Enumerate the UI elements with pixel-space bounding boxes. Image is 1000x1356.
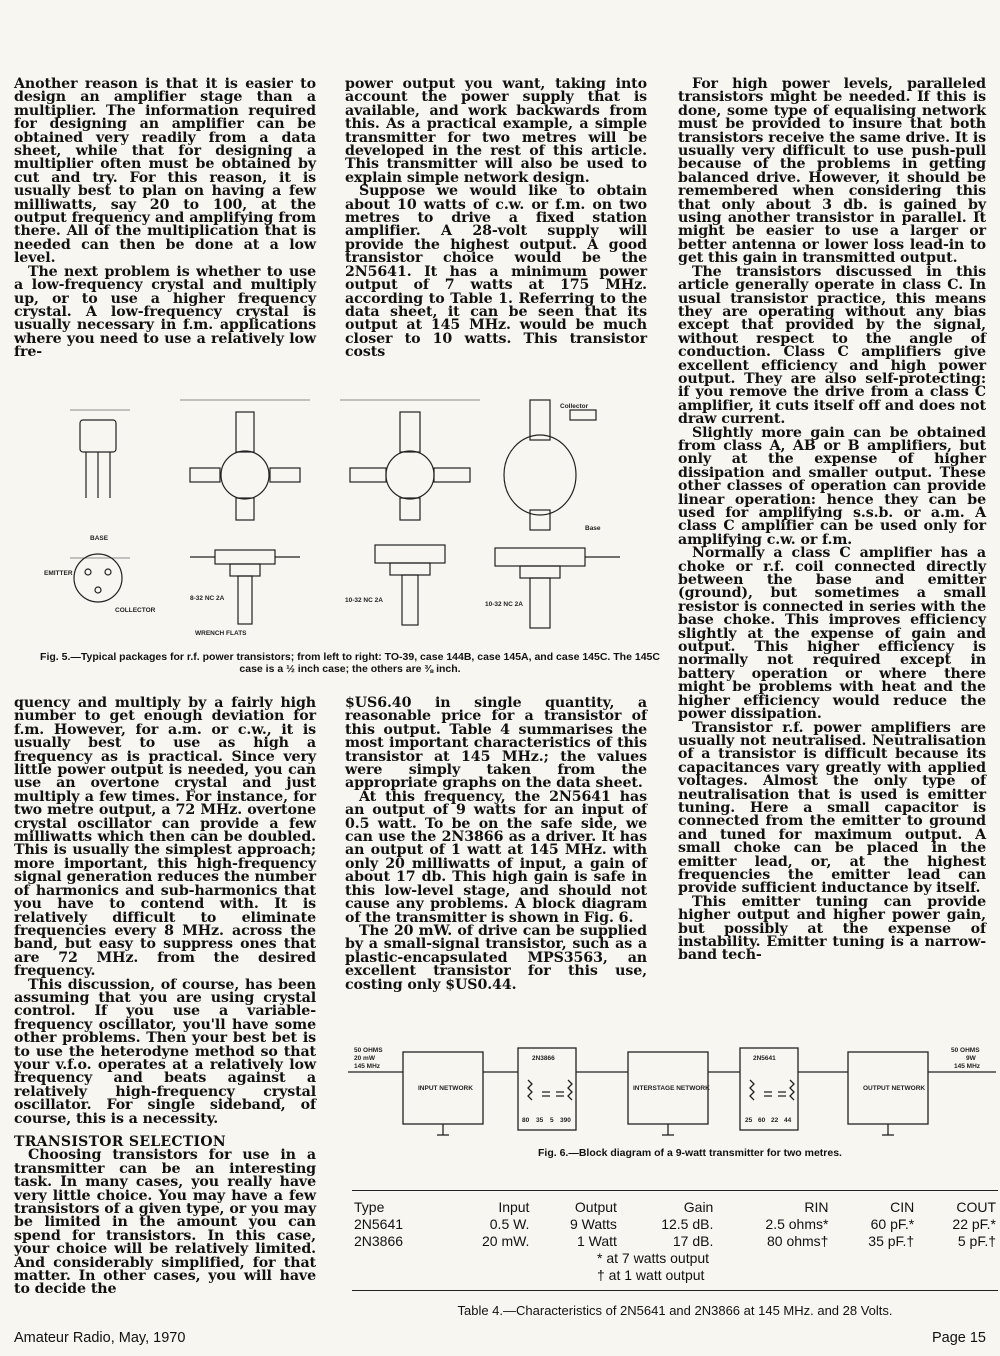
- case-144b-side-view: [190, 550, 300, 624]
- paragraph: power output you want, taking into account the power supply that is available, and work backwards from this. As a practical example, a simple transmitter for two metres will be developed in the rest of this article. This transmitter will also be used to explain simple network design.: [345, 76, 647, 186]
- paragraph: Normally a class C amplifier has a choke or r.f. coil connected directly between the base and emitter (ground), but sometimes a small resistor is connected in series with the base choke. This improves efficiency slightly at the expense of gain and output. This higher efficiency is normally not required except in battery operation or where there might be problems with heat and the higher efficiency would reduce the power dissipation.: [678, 545, 986, 723]
- table-4-caption: Table 4.—Characteristics of 2N5641 and 2N3866 at 145 MHz. and 28 Volts.: [457, 1303, 893, 1318]
- footer-page-number: Page 15: [931, 1330, 986, 1346]
- paragraph: At this frequency, the 2N5641 has an output of 9 watts for an input of 0.5 watt. To be on the safe side, we can use the 2N3866 as a driver. It has an output of 1 watt at 145 MHz. with only 20 milliwatts of input, a gain of about 17 db. This high gain is safe in this low-level stage, and should not cause any problems. A block diagram of the transmitter is shown in Fig. 6.: [345, 788, 647, 926]
- component-value: 35: [536, 1117, 544, 1124]
- case-145a-side-view: [375, 545, 445, 625]
- table-cell: 1 Watt: [576, 1233, 617, 1249]
- paragraph: This discussion, of course, has been assuming that you are using crystal control. If you use a variable-frequency oscillator, you'll have some other problems. Then your best bet is to use the heterodyne method so that your v.f.o. operates at a relatively low frequency and beats against a relatively high-frequency crystal oscillator. For single sideband, of course, this is a necessity.: [14, 976, 316, 1127]
- col-header: RIN: [804, 1199, 829, 1215]
- col-header: Output: [574, 1199, 617, 1215]
- block-output-network: OUTPUT NETWORK: [863, 1085, 926, 1092]
- fig6-caption: Fig. 6.—Block diagram of a 9-watt transmitter for two metres.: [538, 1147, 842, 1159]
- table-body: [352, 1191, 998, 1291]
- paragraph: The next problem is whether to use a low-frequency crystal and multiply up, or to use a higher frequency crystal. A low-frequency crystal is usually necessary in f.m. applications where you need to use a relatively low fre-: [14, 263, 316, 361]
- table-note: * at 7 watts output: [597, 1250, 710, 1266]
- paragraph: Suppose we would like to obtain about 10 watts of c.w. or f.m. on two metres to drive a fixed station amplifier. A 28-volt supply will provide the highest output. A good transistor choice would be the 2N5641. It has a minimum power output of 7 watts at 175 MHz. according to Table 1. Referring to the data sheet, it can be seen that its output at 145 MHz. would be much closer to 10 watts. This transistor costs: [345, 183, 647, 361]
- component-value: 25: [745, 1117, 753, 1124]
- output-label-impedance: 50 OHMS: [951, 1047, 980, 1054]
- table-cell: 5 pF.†: [957, 1233, 996, 1249]
- case-145c-side-view: [495, 548, 620, 628]
- paragraph: Another reason is that it is easier to design an amplifier stage than a multiplier. The information required for designing an amplifier can be obtained very readily from a data sheet, while that for designing a multiplier often must be obtained by cut and try. For this reason, it is usually best to plan on having a few milliwatts, say 20 to 100, at the output frequency and amplifying from there. All of the multiplication that is needed can then be done at a low level.: [14, 76, 316, 267]
- table-cell: 2.5 ohms*: [765, 1216, 829, 1232]
- section-heading: TRANSISTOR SELECTION: [14, 1134, 227, 1150]
- input-label-frequency: 145 MHz: [354, 1063, 381, 1070]
- output-label-frequency: 145 MHz: [954, 1063, 981, 1070]
- label-thread: 10-32 NC 2A: [485, 601, 523, 608]
- column-2-top: [345, 78, 647, 360]
- table-header-row: [352, 1191, 998, 1217]
- component-value: 5: [550, 1117, 554, 1124]
- transistor-2n3866-label: 2N3866: [532, 1055, 555, 1062]
- paragraph: Transistor r.f. power amplifiers are usually not neutralised. Neutralisation of a transistor is difficult because its capacitances vary greatly with applied voltages. Almost the only type of neutralisation that is used is emitter tuning. Here a small capacitor is connected from the emitter to ground and tuned for maximum output. A small choke can be placed in the emitter lead, or, at the highest frequencies the emitter lead can provide sufficient inductance by itself.: [678, 719, 986, 897]
- table-note-row: [352, 1250, 998, 1267]
- column-1-top: [14, 78, 316, 360]
- table-4: [352, 1190, 998, 1318]
- table-cell: 9 Watts: [569, 1216, 617, 1232]
- label-base: BASE: [90, 535, 109, 542]
- to39-bottom-view: [70, 554, 130, 602]
- table-cell: 2N5641: [354, 1216, 404, 1232]
- to39-side-view: [70, 410, 130, 498]
- paragraph: The 20 mW. of drive can be supplied by a small-signal transistor, such as a plastic-encapsulated MPS3563, an excellent transistor for this use, costing only $US0.44.: [345, 922, 647, 993]
- paragraph: This emitter tuning can provide higher output and higher power gain, but possibly at the expense of instability. Emitter tuning is a narrow-band tech-: [678, 893, 986, 964]
- table-cell: 35 pF.†: [868, 1233, 915, 1249]
- label-wrench-flats: WRENCH FLATS: [195, 630, 247, 637]
- table-cell: 60 pF.*: [870, 1216, 915, 1232]
- case-144b-top-view: [180, 400, 310, 520]
- case-145a-top-view: [340, 400, 480, 520]
- table-cell: 20 mW.: [481, 1233, 530, 1249]
- label-base-145c: Base: [585, 525, 601, 532]
- paragraph: quency and multiply by a fairly high number to get enough deviation for f.m. However, for a.m. or c.w., it is usually best to use as high a frequency as is practical. Since very little power output is needed, you can use an overtone crystal and just multiply a few times. For instance, for two metre output, a 72 MHz. overtone crystal oscillator can provide a few milliwatts which then can be doubled. This is usually the simplest approach; more important, this high-frequency signal generation reduces the number of harmonics and sub-harmonics that you have to contend with. It is relatively difficult to eliminate frequencies every 8 MHz. across the band, but easy to suppress ones that are 72 MHz. from the desired frequency.: [14, 695, 316, 980]
- transistor-2n5641-label: 2N5641: [753, 1055, 776, 1062]
- table-row: [352, 1216, 998, 1233]
- block-interstage-network: INTERSTAGE NETWORK: [633, 1085, 710, 1092]
- component-value: 390: [560, 1117, 571, 1124]
- table-cell: 17 dB.: [672, 1233, 714, 1249]
- paragraph: Choosing transistors for use in a transmitter can be an interesting task. In many cases, you really have very little choice. You may have a few transistors of a given type, or you may be limited in the amount you can spend for transistors. In this case, your choice will be relatively limited. And considerably simplified, for that matter. In other cases, you will have to decide the: [14, 1147, 316, 1298]
- fig5-drawing: [40, 380, 670, 652]
- case-145c-top-view: [504, 400, 596, 530]
- label-collector: COLLECTOR: [115, 607, 156, 614]
- column-3: [678, 78, 986, 963]
- component-value: 60: [758, 1117, 766, 1124]
- table-note: † at 1 watt output: [597, 1267, 705, 1283]
- table-cell: 22 pF.*: [952, 1216, 996, 1232]
- footer-publication: Amateur Radio, May, 1970: [14, 1330, 186, 1346]
- column-2-middle: [345, 697, 647, 992]
- table-cell: 0.5 W.: [489, 1216, 530, 1232]
- col-header: Type: [354, 1199, 385, 1215]
- table-note-row: [352, 1267, 998, 1291]
- table-cell: 12.5 dB.: [661, 1216, 714, 1232]
- label-thread: 8-32 NC 2A: [190, 595, 225, 602]
- paragraph: Slightly more gain can be obtained from class A, AB or B amplifiers, but only at the expense of higher dissipation and smaller output. These other classes of operation can provide linear operation: hence they can be used for amplifying s.s.b. or a.m. A class C amplifier can be used only for amplifying c.w. or f.m.: [678, 424, 986, 548]
- col-header: COUT: [956, 1199, 996, 1215]
- col-header: CIN: [890, 1199, 915, 1215]
- col-header: Input: [498, 1199, 530, 1215]
- component-value: 44: [784, 1117, 792, 1124]
- paragraph: $US6.40 in single quantity, a reasonable price for a transistor of this output. Table 4 summarises the most important characteristics of this transistor at 145 MHz.; the values were simply taken from the appropriate graphs on the data sheet.: [345, 695, 647, 792]
- component-value: 22: [771, 1117, 779, 1124]
- col-header: Gain: [683, 1199, 714, 1215]
- output-label-power: 9W: [966, 1055, 976, 1062]
- input-label-power: 20 mW: [354, 1055, 375, 1062]
- fig6-block-diagram: [348, 1040, 998, 1145]
- component-value: 80: [522, 1117, 530, 1124]
- table-row: [352, 1233, 998, 1250]
- column-1-bottom: [14, 697, 316, 1297]
- label-collector-145c: Collector: [560, 403, 589, 410]
- label-thread: 10-32 NC 2A: [345, 597, 383, 604]
- block-input-network: INPUT NETWORK: [418, 1085, 473, 1092]
- fig5-caption: Fig. 5.—Typical packages for r.f. power transistors; from left to right: TO-39, case 144B, case 145A, and case 145C. The 145C case is a ½ inch case; the others are ⅜ inch.: [40, 651, 660, 675]
- table-cell: 2N3866: [354, 1233, 404, 1249]
- paragraph: The transistors discussed in this article generally operate in class C. In usual transistor practice, this means they are operating without any bias except that provided by the signal, without respect to the angle of conduction. Class C amplifiers give excellent efficiency and high power output. They are also self-protecting: if you remove the drive from a class C amplifier, it cuts itself off and does not draw current.: [678, 263, 986, 428]
- paragraph: For high power levels, paralleled transistors might be needed. If this is done, some type of equalising network must be provided to insure that both transistors receive the same drive. It is usually very difficult to use push-pull because of the problems in getting balanced drive. However, it should be remembered when considering this that only about 3 db. is gained by using another transistor in parallel. It might be easier to use a larger or better antenna or lower loss lead-in to get this gain in transmitted output.: [678, 76, 986, 267]
- input-label-impedance: 50 OHMS: [354, 1047, 383, 1054]
- label-emitter: EMITTER: [44, 570, 73, 577]
- table-cell: 80 ohms†: [766, 1233, 829, 1249]
